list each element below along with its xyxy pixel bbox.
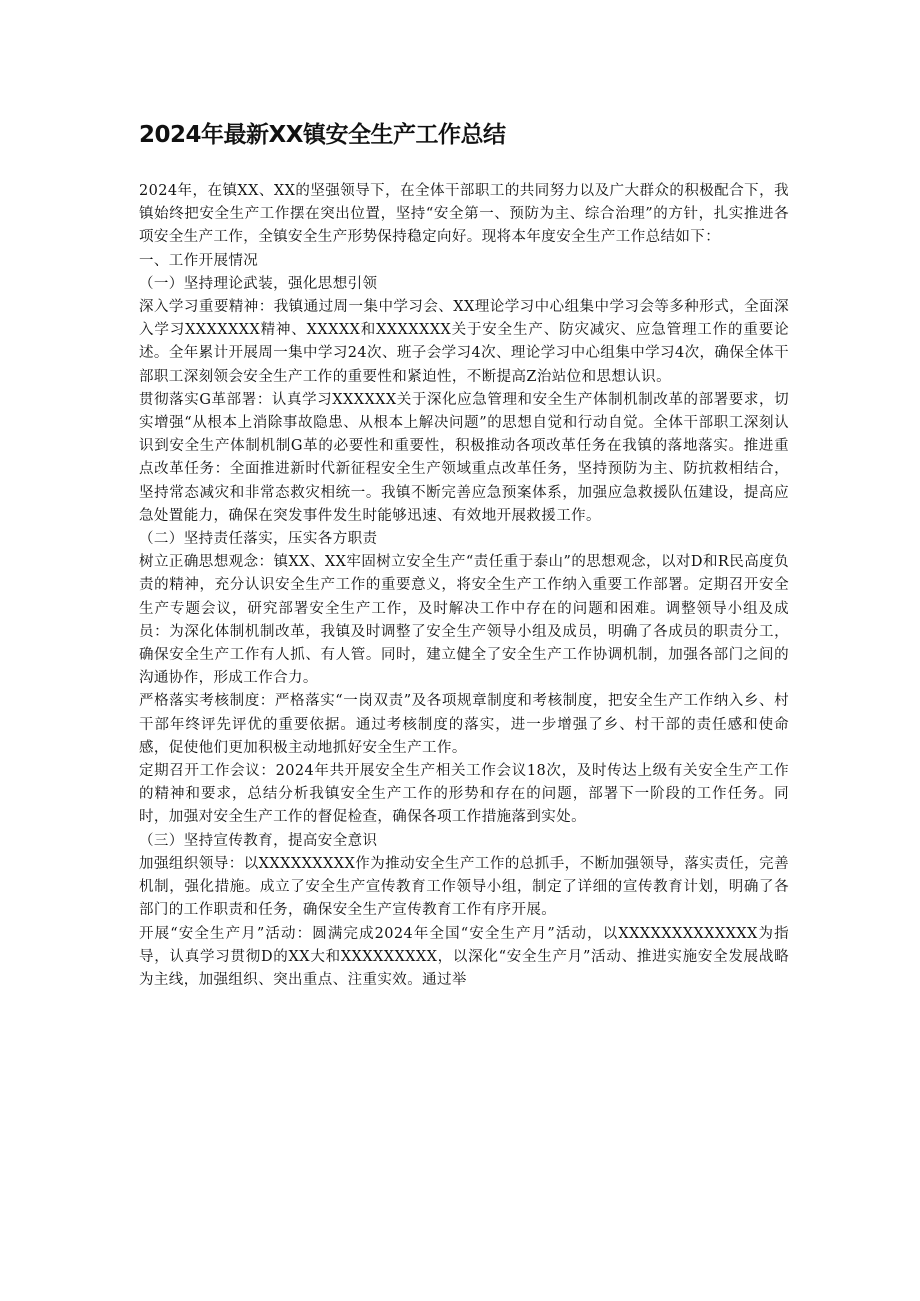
section-heading-work: 一、工作开展情况	[139, 252, 259, 269]
paragraph-reform: 贯彻落实G革部署：认真学习XXXXXX关于深化应急管理和安全生产体制机制改革的部署要求，切实增强“从根本上消除事故隐患、从根本上解决问题”的思想自觉和行动自觉。全体干部职工深刻认识到安全生产体制机制G革的必要性和重要性，积极推动各项改革任务在我镇的落地落实。推进重点改革任务：全面推进新时代新征程安全生产领域重点改革任务，坚持预防为主、防抗救相结合，坚持常态减灾和非常态救灾相统一。我镇不断完善应急预案体系，加强应急救援队伍建设，提高应急处置能力，确保在突发事件发生时能够迅速、有效地开展救援工作。	[139, 391, 789, 524]
paragraph-assessment: 严格落实考核制度：严格落实“一岗双责”及各项规章制度和考核制度，把安全生产工作纳入乡、村干部年终评先评优的重要依据。通过考核制度的落实，进一步增强了乡、村干部的责任感和使命感，促使他们更加积极主动地抓好安全生产工作。	[139, 693, 789, 756]
subsection-heading-3: （三）坚持宣传教育，提高安全意识	[139, 832, 378, 849]
paragraph-meetings: 定期召开工作会议：2024年共开展安全生产相关工作会议18次，及时传达上级有关安全生产工作的精神和要求，总结分析我镇安全生产工作的形势和存在的问题，部署下一阶段的工作任务。同时，加强对安全生产工作的督促检查，确保各项工作措施落到实处。	[139, 763, 789, 826]
document-body	[139, 180, 789, 992]
paragraph-organization: 加强组织领导：以XXXXXXXXX作为推动安全生产工作的总抓手，不断加强领导，落实责任，完善机制，强化措施。成立了安全生产宣传教育工作领导小组，制定了详细的宣传教育计划，明确了各部门的工作职责和任务，确保安全生产宣传教育工作有序开展。	[139, 855, 789, 919]
paragraph-safety-month: 开展“安全生产月”活动：圆满完成2024年全国“安全生产月”活动，以XXXXXXXXXXXXX为指导，认真学习贯彻D的XX大和XXXXXXXXX，以深化“安全生产月”活动、推进实施安全发展战略为主线，加强组织、突出重点、注重实效。通过举	[139, 925, 789, 988]
document-title: 2024年最新XX镇安全生产工作总结	[139, 122, 506, 148]
subsection-heading-2: （二）坚持责任落实，压实各方职责	[139, 531, 378, 548]
paragraph-study: 深入学习重要精神：我镇通过周一集中学习会、XX理论学习中心组集中学习会等多种形式，全面深入学习XXXXXXX精神、XXXXX和XXXXXXX关于安全生产、防灾减灾、应急管理工作的重要论述。全年累计开展周一集中学习24次、班子会学习4次、理论学习中心组集中学习4次，确保全体干部职工深刻领会安全生产工作的重要性和紧迫性，不断提高Z治站位和思想认识。	[139, 299, 789, 385]
paragraph-responsibility: 树立正确思想观念：镇XX、XX牢固树立安全生产“责任重于泰山”的思想观念，以对D和R民高度负责的精神，充分认识安全生产工作的重要意义，将安全生产工作纳入重要工作部署。定期召开安全生产专题会议，研究部署安全生产工作，及时解决工作中存在的问题和困难。调整领导小组及成员：为深化体制机制改革，我镇及时调整了安全生产领导小组及成员，明确了各成员的职责分工，确保安全生产工作有人抓、有人管。同时，建立健全了安全生产工作协调机制，加强各部门之间的沟通协作，形成工作合力。	[139, 554, 789, 687]
intro-paragraph: 2024年，在镇XX、XX的坚强领导下，在全体干部职工的共同努力以及广大群众的积极配合下，我镇始终把安全生产工作摆在突出位置，坚持“安全第一、预防为主、综合治理”的方针，扎实推进各项安全生产工作，全镇安全生产形势保持稳定向好。现将本年度安全生产工作总结如下：	[139, 183, 789, 246]
subsection-heading-1: （一）坚持理论武装，强化思想引领	[139, 275, 378, 292]
document-page	[139, 118, 789, 992]
